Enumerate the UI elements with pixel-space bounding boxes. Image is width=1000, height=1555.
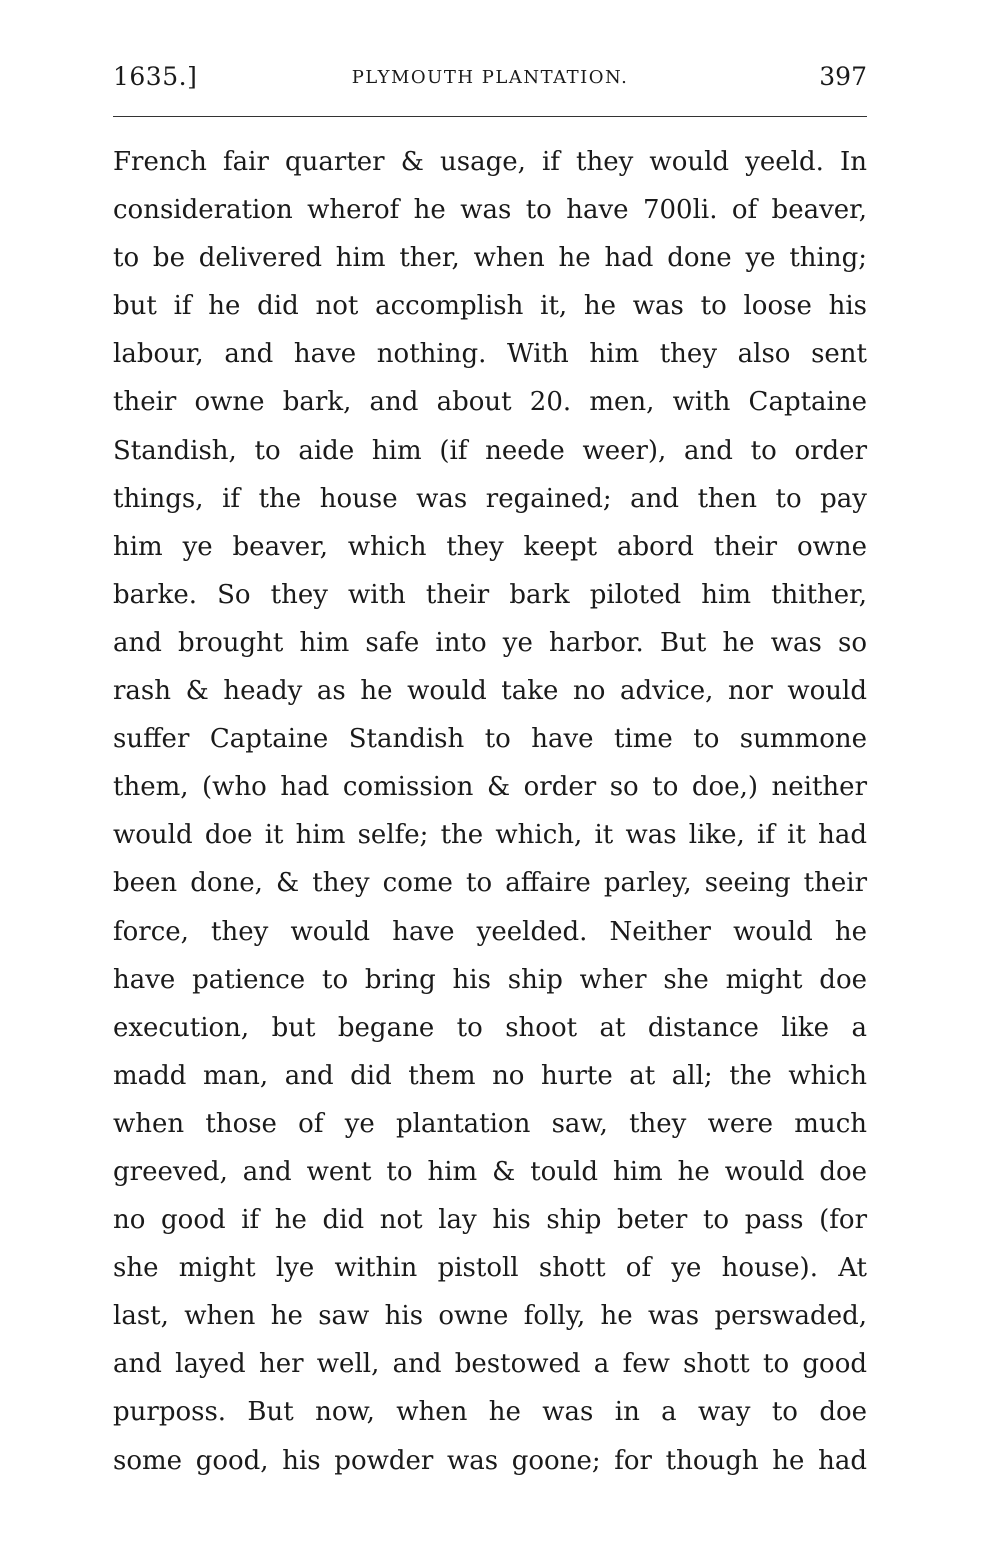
text-line: suffer Captaine Standish to have time to summone: [113, 724, 867, 755]
page-number: 397: [819, 62, 867, 91]
text-line: things, if the house was regained; and then to pay: [113, 483, 867, 514]
text-line: force, they would have yeelded. Neither would he: [113, 916, 867, 947]
text-line: last, when he saw his owne folly, he was perswaded,: [113, 1301, 867, 1332]
running-head: [113, 62, 867, 102]
text-line: some good, his powder was goone; for though he had: [113, 1445, 867, 1476]
text-line: would doe it him selfe; the which, it was like, if it had: [113, 820, 867, 851]
text-line: and layed her well, and bestowed a few shott to good: [113, 1349, 867, 1380]
text-line: French fair quarter & usage, if they would yeeld. In: [113, 147, 867, 177]
text-line: him ye beaver, which they keept abord their owne: [113, 531, 867, 562]
header-rule: [113, 116, 867, 117]
text-line: greeved, and went to him & tould him he would doe: [113, 1156, 867, 1187]
header-year: 1635.]: [113, 62, 198, 91]
text-line: she might lye within pistoll shott of ye house). At: [113, 1253, 867, 1284]
header-title: PLYMOUTH PLANTATION.: [351, 67, 629, 88]
text-line: barke. So they with their bark piloted him thither,: [113, 579, 867, 610]
text-line: been done, & they come to affaire parley, seeing their: [113, 868, 867, 899]
text-line: have patience to bring his ship wher she might doe: [113, 964, 867, 995]
text-line: madd man, and did them no hurte at all; the which: [113, 1060, 867, 1091]
text-line: them, (who had comission & order so to doe,) neither: [113, 772, 867, 803]
text-line: purposs. But now, when he was in a way to doe: [113, 1397, 867, 1428]
text-line: no good if he did not lay his ship beter to pass (for: [113, 1205, 867, 1236]
text-line: their owne bark, and about 20. men, with Captaine: [113, 387, 867, 418]
body-text: [113, 138, 867, 1485]
text-line: to be delivered him ther, when he had done ye thing;: [113, 243, 867, 274]
text-line: when those of ye plantation saw, they were much: [113, 1108, 867, 1139]
text-line: consideration wherof he was to have 700li. of beaver,: [113, 195, 867, 226]
text-line: execution, but begane to shoot at distance like a: [113, 1012, 867, 1043]
text-line: rash & heady as he would take no advice, nor would: [113, 676, 867, 707]
text-line: Standish, to aide him (if neede weer), and to order: [113, 435, 867, 466]
text-line: but if he did not accomplish it, he was to loose his: [113, 291, 867, 322]
text-line: and brought him safe into ye harbor. But he was so: [113, 627, 867, 658]
text-line: labour, and have nothing. With him they also sent: [113, 339, 867, 370]
